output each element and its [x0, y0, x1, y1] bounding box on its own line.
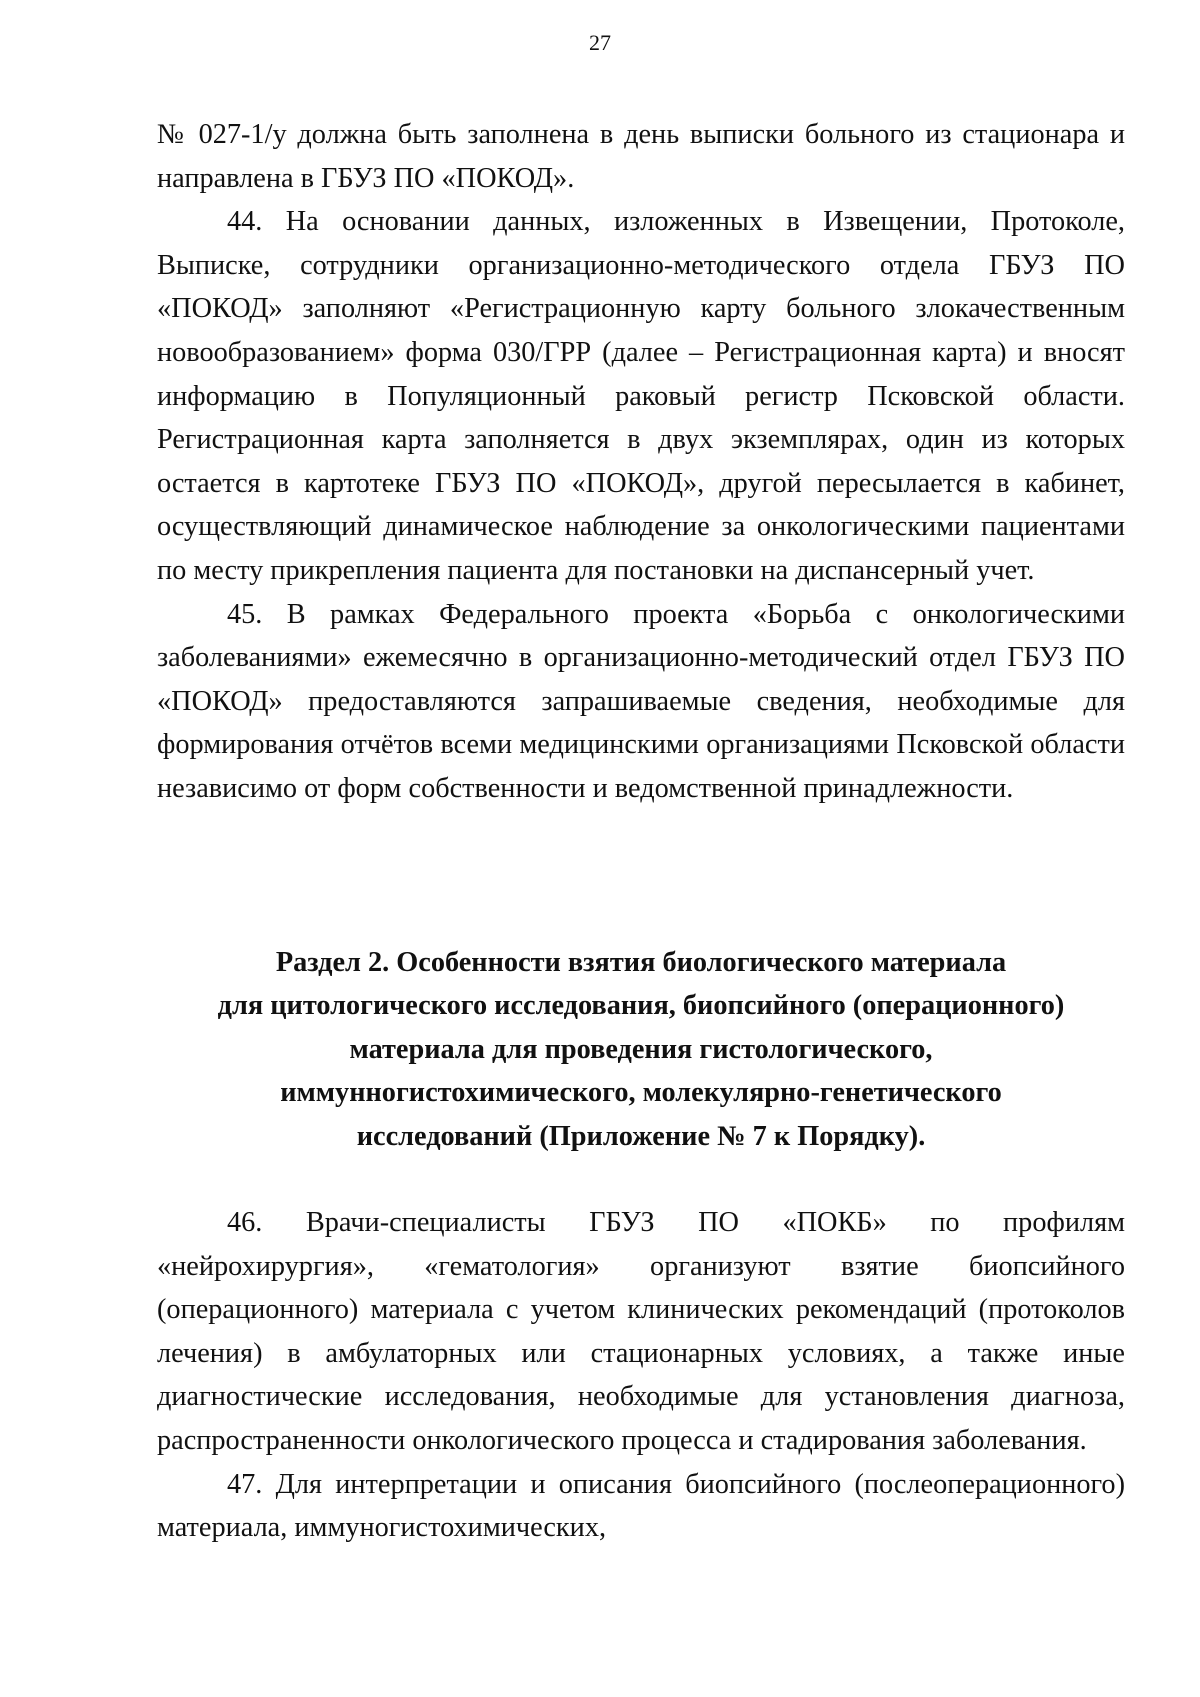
paragraph-continuation: № 027-1/у должна быть заполнена в день выписки больного из стационара и направлена в ГБУЗ ПО «ПОКОД».	[157, 119, 1125, 194]
section-heading	[130, 941, 1152, 1158]
paragraph-44: 44. На основании данных, изложенных в Извещении, Протоколе, Выписке, сотрудники организационно-методического отдела ГБУЗ ПО «ПОКОД» заполняют «Регистрационную карту больного злокачественным новообразованием» форма 030/ГРР (далее – Регистрационная карта) и вносят информацию в Популяционный раковый регистр Псковской области. Регистрационная карта заполняется в двух экземплярах, один из которых остается в картотеке ГБУЗ ПО «ПОКОД», другой пересылается в кабинет, осуществляющий динамическое наблюдение за онкологическими пациентами по месту прикрепления пациента для постановки на диспансерный учет.	[157, 206, 1125, 586]
paragraph-46: 46. Врачи-специалисты ГБУЗ ПО «ПОКБ» по профилям «нейрохирургия», «гематология» организуют взятие биопсийного (операционного) материала с учетом клинических рекомендаций (протоколов лечения) в амбулаторных или стационарных условиях, а также иные диагностические исследования, необходимые для установления диагноза, распространенности онкологического процесса и стадирования заболевания.	[157, 1207, 1125, 1456]
body-text-bottom	[157, 1201, 1125, 1550]
body-text-top	[157, 113, 1125, 811]
section-heading-line: материала для проведения гистологического,	[349, 1033, 933, 1065]
page-number: 27	[589, 30, 611, 55]
section-heading-line: для цитологического исследования, биопсийного (операционного)	[217, 990, 1065, 1022]
paragraph-47: 47. Для интерпретации и описания биопсийного (послеоперационного) материала, иммуногистохимических,	[157, 1468, 1125, 1544]
section-heading-line: исследований (Приложение № 7 к Порядку).	[356, 1120, 926, 1152]
paragraph-45: 45. В рамках Федерального проекта «Борьба с онкологическими заболеваниями» ежемесячно в организационно-методический отдел ГБУЗ ПО «ПОКОД» предоставляются запрашиваемые сведения, необходимые для формирования отчётов всеми медицинскими организациями Псковской области независимо от форм собственности и ведомственной принадлежности.	[157, 598, 1125, 804]
section-heading-line: Раздел 2. Особенности взятия биологического материала	[275, 947, 1007, 978]
section-heading-line: иммунногистохимического, молекулярно-генетического	[280, 1077, 1002, 1109]
